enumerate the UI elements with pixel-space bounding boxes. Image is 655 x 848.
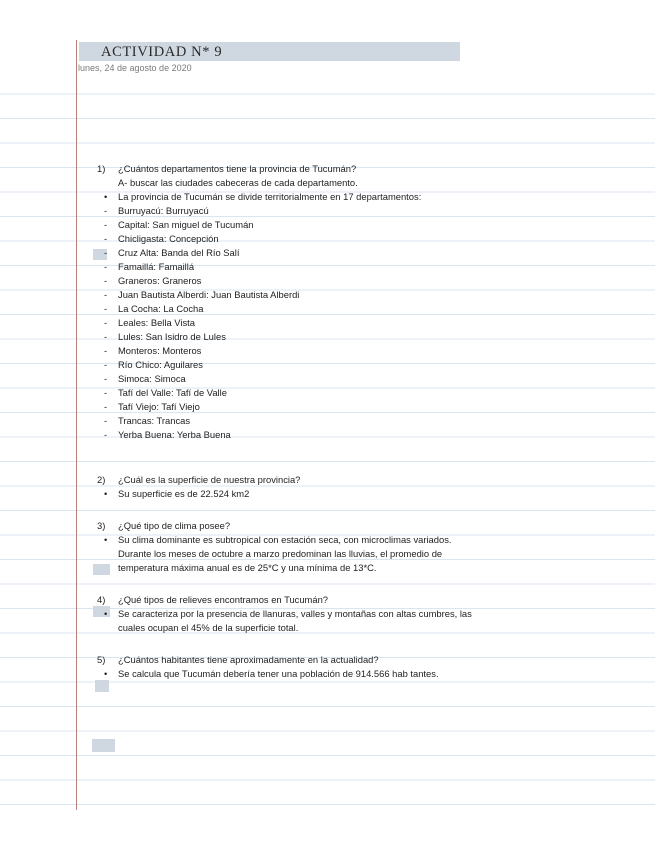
department-text: Graneros: Graneros: [118, 275, 202, 286]
list-item: [97, 414, 617, 428]
dash-mark: -: [104, 429, 108, 440]
question-5: [97, 653, 617, 667]
list-item: [97, 274, 617, 288]
dash-mark: -: [104, 219, 108, 230]
dash-mark: -: [104, 205, 108, 216]
list-item: [97, 400, 617, 414]
dash-mark: -: [104, 345, 108, 356]
department-text: Tafí del Valle: Tafí de Valle: [118, 387, 227, 398]
question-number: 5): [97, 654, 106, 665]
answer-text: Su superficie es de 22.524 km2: [118, 488, 250, 499]
department-text: Tafí Viejo: Tafí Viejo: [118, 401, 200, 412]
selection-block: [95, 680, 109, 692]
question-1: [97, 162, 617, 176]
list-item: [97, 246, 617, 260]
dash-mark: -: [104, 289, 108, 300]
department-text: Cruz Alta: Banda del Río Salí: [118, 247, 240, 258]
question-text: ¿Qué tipos de relieves encontramos en Tucumán?: [118, 594, 329, 605]
list-item: [97, 386, 617, 400]
page-date: lunes, 24 de agosto de 2020: [78, 63, 192, 73]
answer-continuation: [97, 547, 617, 561]
dash-mark: -: [104, 247, 108, 258]
answer-bullet: [97, 607, 617, 621]
bullet-mark: •: [104, 608, 108, 619]
answer-text: cuales ocupan el 45% de la superficie total.: [118, 622, 299, 633]
list-item: [97, 316, 617, 330]
answer-bullet: [97, 667, 617, 681]
list-item: [97, 260, 617, 274]
list-item: [97, 218, 617, 232]
question-number: 4): [97, 594, 106, 605]
department-list: [97, 204, 617, 442]
question-3: [97, 519, 617, 533]
question-number: 1): [97, 163, 106, 174]
answer-bullet: [97, 487, 617, 501]
list-item: [97, 232, 617, 246]
list-item: [97, 344, 617, 358]
dash-mark: -: [104, 317, 108, 328]
answer-text: Durante los meses de octubre a marzo predominan las lluvias, el promedio de: [118, 548, 443, 559]
department-text: Yerba Buena: Yerba Buena: [118, 429, 231, 440]
answer-continuation: [97, 561, 617, 575]
bullet-mark: •: [104, 668, 108, 679]
dash-mark: -: [104, 415, 108, 426]
dash-mark: -: [104, 401, 108, 412]
note-content: [97, 162, 617, 681]
question-number: 2): [97, 474, 106, 485]
question-text: ¿Qué tipo de clima posee?: [118, 520, 231, 531]
answer-bullet: [97, 533, 617, 547]
margin-line: [76, 40, 77, 810]
department-text: Monteros: Monteros: [118, 345, 202, 356]
list-item: [97, 428, 617, 442]
department-text: Capital: San miguel de Tucumán: [118, 219, 254, 230]
dash-mark: -: [104, 359, 108, 370]
question-1-sub: [97, 176, 617, 190]
question-2: [97, 473, 617, 487]
dash-mark: -: [104, 261, 108, 272]
page-title: ACTIVIDAD N* 9: [101, 44, 223, 60]
department-text: Juan Bautista Alberdi: Juan Bautista Alberdi: [118, 289, 300, 300]
dash-mark: -: [104, 373, 108, 384]
dash-mark: -: [104, 275, 108, 286]
bullet-mark: •: [104, 191, 108, 202]
list-item: [97, 204, 617, 218]
question-4: [97, 593, 617, 607]
dash-mark: -: [104, 233, 108, 244]
answer-continuation: [97, 621, 617, 635]
list-item: [97, 288, 617, 302]
list-item: [97, 302, 617, 316]
department-text: Río Chico: Aguilares: [118, 359, 203, 370]
department-text: La Cocha: La Cocha: [118, 303, 204, 314]
question-number: 3): [97, 520, 106, 531]
answer-text: Se calcula que Tucumán debería tener una población de 914.566 hab tantes.: [118, 668, 439, 679]
question-text: ¿Cuántos departamentos tiene la provincia de Tucumán?: [118, 163, 357, 174]
answer-text: Su clima dominante es subtropical con estación seca, con microclimas variados.: [118, 534, 452, 545]
answer-text: La provincia de Tucumán se divide territorialmente en 17 departamentos:: [118, 191, 422, 202]
list-item: [97, 330, 617, 344]
department-text: Famaillá: Famaillá: [118, 261, 195, 272]
department-text: Chicligasta: Concepción: [118, 233, 219, 244]
department-text: Simoca: Simoca: [118, 373, 186, 384]
question-text: ¿Cuál es la superficie de nuestra provincia?: [118, 474, 301, 485]
bullet-mark: •: [104, 488, 108, 499]
department-text: Leales: Bella Vista: [118, 317, 195, 328]
dash-mark: -: [104, 331, 108, 342]
question-text: ¿Cuántos habitantes tiene aproximadamente en la actualidad?: [118, 654, 379, 665]
answer-text: temperatura máxima anual es de 25*C y una mínima de 13*C.: [118, 562, 377, 573]
list-item: [97, 372, 617, 386]
selection-block: [92, 739, 115, 752]
dash-mark: -: [104, 303, 108, 314]
department-text: Trancas: Trancas: [118, 415, 191, 426]
department-text: Lules: San Isidro de Lules: [118, 331, 226, 342]
answer-text: Se caracteriza por la presencia de llanuras, valles y montañas con altas cumbres, las: [118, 608, 472, 619]
answer-bullet: [97, 190, 617, 204]
list-item: [97, 358, 617, 372]
dash-mark: -: [104, 387, 108, 398]
bullet-mark: •: [104, 534, 108, 545]
sub-text: A- buscar las ciudades cabeceras de cada departamento.: [118, 177, 358, 188]
department-text: Burruyacú: Burruyacú: [118, 205, 209, 216]
